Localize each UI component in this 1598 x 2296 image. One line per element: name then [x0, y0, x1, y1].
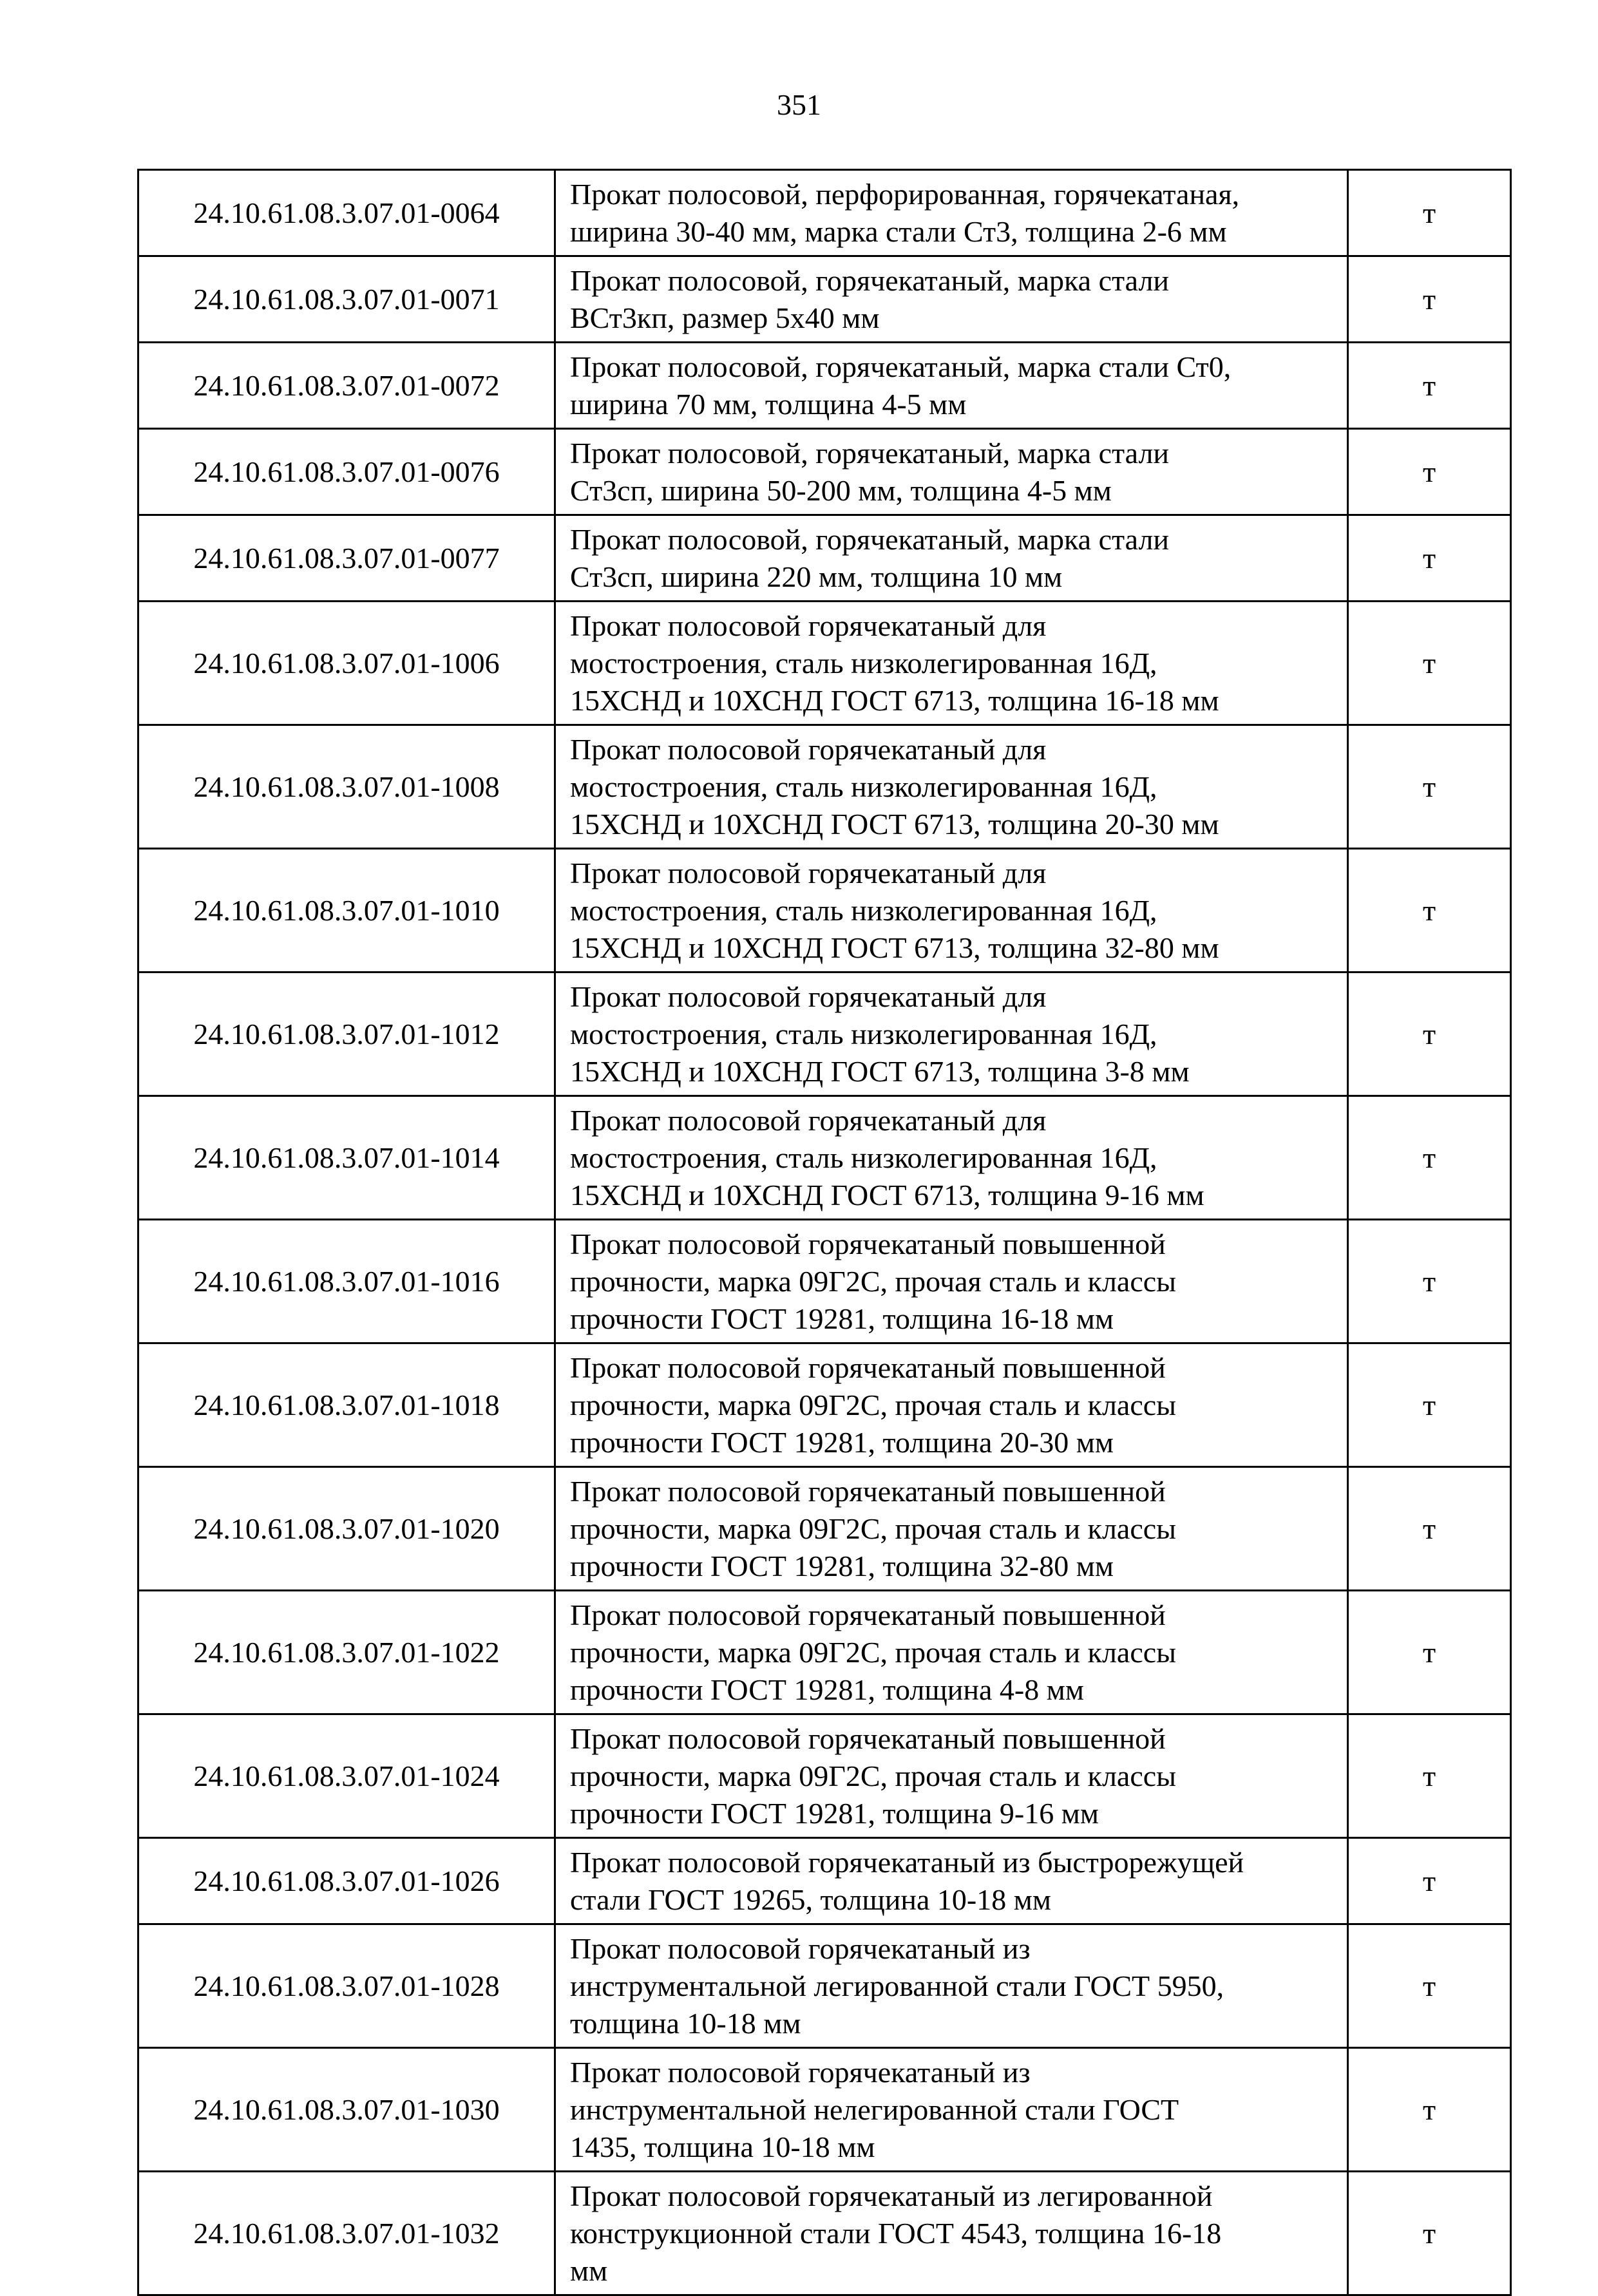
description-line: ширина 30-40 мм, марка стали Ст3, толщина 2-6 мм — [570, 214, 1227, 248]
item-description-cell — [555, 725, 1348, 849]
description-line: Прокат полосовой горячекатаный из легированной — [570, 2179, 1213, 2212]
description-line: Прокат полосовой, горячекатаный, марка стали — [570, 522, 1170, 556]
item-code-cell: 24.10.61.08.3.07.01-0076 — [138, 429, 555, 515]
item-code-cell: 24.10.61.08.3.07.01-1012 — [138, 972, 555, 1096]
item-description-cell — [555, 1924, 1348, 2048]
unit-cell: т — [1348, 1838, 1511, 1924]
item-code-cell: 24.10.61.08.3.07.01-1026 — [138, 1838, 555, 1924]
unit-cell: т — [1348, 1591, 1511, 1714]
unit-cell: т — [1348, 429, 1511, 515]
unit-cell: т — [1348, 725, 1511, 849]
description-line: инструментальной легированной стали ГОСТ 5950, — [570, 1969, 1224, 2002]
unit-cell: т — [1348, 1343, 1511, 1467]
description-line: прочности ГОСТ 19281, толщина 20-30 мм — [570, 1425, 1114, 1459]
table-row — [138, 170, 1511, 256]
unit-cell: т — [1348, 256, 1511, 343]
item-code-cell: 24.10.61.08.3.07.01-1020 — [138, 1467, 555, 1591]
item-code-cell: 24.10.61.08.3.07.01-1008 — [138, 725, 555, 849]
unit-cell: т — [1348, 849, 1511, 972]
unit-cell: т — [1348, 515, 1511, 602]
table-row — [138, 849, 1511, 972]
table-row — [138, 1096, 1511, 1220]
item-code-cell: 24.10.61.08.3.07.01-0064 — [138, 170, 555, 256]
description-line: Прокат полосовой горячекатаный для — [570, 732, 1047, 766]
item-code-cell: 24.10.61.08.3.07.01-1024 — [138, 1714, 555, 1838]
item-code-cell: 24.10.61.08.3.07.01-1030 — [138, 2048, 555, 2172]
table-row — [138, 1467, 1511, 1591]
description-line: Прокат полосовой горячекатаный из — [570, 2055, 1031, 2089]
description-line: прочности ГОСТ 19281, толщина 9-16 мм — [570, 1796, 1099, 1830]
catalog-table — [137, 169, 1512, 2296]
unit-cell: т — [1348, 602, 1511, 725]
unit-cell: т — [1348, 2172, 1511, 2295]
description-line: Прокат полосовой горячекатаный повышенной — [570, 1722, 1166, 1755]
unit-cell: т — [1348, 972, 1511, 1096]
item-code-cell: 24.10.61.08.3.07.01-1022 — [138, 1591, 555, 1714]
unit-cell: т — [1348, 1467, 1511, 1591]
unit-cell: т — [1348, 1714, 1511, 1838]
description-line: мостостроения, сталь низколегированная 16Д, — [570, 1017, 1157, 1050]
description-line: Прокат полосовой горячекатаный для — [570, 980, 1047, 1013]
unit-cell: т — [1348, 1220, 1511, 1343]
table-row — [138, 1220, 1511, 1343]
table-row — [138, 1714, 1511, 1838]
description-line: Прокат полосовой горячекатаный из быстрорежущей — [570, 1845, 1244, 1879]
description-line: прочности ГОСТ 19281, толщина 4-8 мм — [570, 1673, 1084, 1706]
item-description-cell — [555, 1096, 1348, 1220]
item-description-cell — [555, 170, 1348, 256]
item-code-cell: 24.10.61.08.3.07.01-1014 — [138, 1096, 555, 1220]
description-line: стали ГОСТ 19265, толщина 10-18 мм — [570, 1883, 1051, 1916]
item-description-cell — [555, 602, 1348, 725]
description-line: 15ХСНД и 10ХСНД ГОСТ 6713, толщина 3-8 мм — [570, 1054, 1190, 1088]
description-line: прочности, марка 09Г2С, прочая сталь и классы — [570, 1512, 1177, 1545]
description-line: Прокат полосовой горячекатаный для — [570, 1103, 1047, 1137]
table-row — [138, 256, 1511, 343]
item-description-cell — [555, 256, 1348, 343]
item-description-cell — [555, 849, 1348, 972]
unit-cell: т — [1348, 1924, 1511, 2048]
table-row — [138, 429, 1511, 515]
description-line: Прокат полосовой, горячекатаный, марка стали — [570, 263, 1170, 297]
table-row — [138, 1343, 1511, 1467]
description-line: Прокат полосовой горячекатаный повышенной — [570, 1598, 1166, 1631]
table-row — [138, 2172, 1511, 2295]
item-description-cell — [555, 972, 1348, 1096]
description-line: прочности, марка 09Г2С, прочая сталь и классы — [570, 1388, 1177, 1421]
description-line: мостостроения, сталь низколегированная 16Д, — [570, 893, 1157, 927]
item-description-cell — [555, 1220, 1348, 1343]
description-line: мм — [570, 2253, 608, 2287]
description-line: конструкционной стали ГОСТ 4543, толщина 16-18 — [570, 2216, 1222, 2250]
table-row — [138, 2048, 1511, 2172]
table-row — [138, 515, 1511, 602]
description-line: 15ХСНД и 10ХСНД ГОСТ 6713, толщина 16-18 мм — [570, 683, 1219, 717]
item-description-cell — [555, 1838, 1348, 1924]
item-code-cell: 24.10.61.08.3.07.01-1006 — [138, 602, 555, 725]
description-line: прочности, марка 09Г2С, прочая сталь и классы — [570, 1264, 1177, 1298]
description-line: прочности, марка 09Г2С, прочая сталь и классы — [570, 1759, 1177, 1792]
unit-cell: т — [1348, 2048, 1511, 2172]
item-description-cell — [555, 343, 1348, 429]
description-line: Прокат полосовой горячекатаный повышенной — [570, 1351, 1166, 1384]
item-description-cell — [555, 1591, 1348, 1714]
item-code-cell: 24.10.61.08.3.07.01-1016 — [138, 1220, 555, 1343]
table-row — [138, 343, 1511, 429]
table-row — [138, 1838, 1511, 1924]
description-line: ВСт3кп, размер 5х40 мм — [570, 301, 880, 334]
description-line: Прокат полосовой, горячекатаный, марка стали Ст0, — [570, 350, 1232, 383]
item-code-cell: 24.10.61.08.3.07.01-1018 — [138, 1343, 555, 1467]
item-code-cell: 24.10.61.08.3.07.01-1028 — [138, 1924, 555, 2048]
table-row — [138, 972, 1511, 1096]
description-line: прочности, марка 09Г2С, прочая сталь и классы — [570, 1635, 1177, 1669]
catalog-table-body — [138, 170, 1511, 2295]
item-description-cell — [555, 2172, 1348, 2295]
item-description-cell — [555, 2048, 1348, 2172]
description-line: Прокат полосовой горячекатаный для — [570, 609, 1047, 642]
table-row — [138, 725, 1511, 849]
description-line: Прокат полосовой горячекатаный повышенной — [570, 1474, 1166, 1508]
description-line: прочности ГОСТ 19281, толщина 16-18 мм — [570, 1302, 1114, 1335]
description-line: толщина 10-18 мм — [570, 2006, 801, 2040]
table-row — [138, 1591, 1511, 1714]
description-line: Ст3сп, ширина 220 мм, толщина 10 мм — [570, 560, 1063, 593]
item-code-cell: 24.10.61.08.3.07.01-0071 — [138, 256, 555, 343]
table-row — [138, 602, 1511, 725]
description-line: Прокат полосовой, перфорированная, горячекатаная, — [570, 177, 1240, 211]
item-description-cell — [555, 429, 1348, 515]
page-number: 351 — [777, 88, 821, 121]
description-line: мостостроения, сталь низколегированная 16Д, — [570, 770, 1157, 803]
description-line: 15ХСНД и 10ХСНД ГОСТ 6713, толщина 20-30 мм — [570, 807, 1219, 840]
description-line: мостостроения, сталь низколегированная 16Д, — [570, 646, 1157, 679]
unit-cell: т — [1348, 1096, 1511, 1220]
table-row — [138, 1924, 1511, 2048]
description-line: Прокат полосовой горячекатаный повышенной — [570, 1227, 1166, 1260]
item-description-cell — [555, 515, 1348, 602]
unit-cell: т — [1348, 170, 1511, 256]
description-line: 15ХСНД и 10ХСНД ГОСТ 6713, толщина 32-80 мм — [570, 931, 1219, 964]
description-line: мостостроения, сталь низколегированная 16Д, — [570, 1141, 1157, 1174]
item-description-cell — [555, 1714, 1348, 1838]
description-line: Прокат полосовой, горячекатаный, марка стали — [570, 436, 1170, 470]
description-line: прочности ГОСТ 19281, толщина 32-80 мм — [570, 1549, 1114, 1582]
item-code-cell: 24.10.61.08.3.07.01-1032 — [138, 2172, 555, 2295]
description-line: инструментальной нелегированной стали ГОСТ — [570, 2092, 1179, 2126]
item-description-cell — [555, 1467, 1348, 1591]
description-line: ширина 70 мм, толщина 4-5 мм — [570, 387, 967, 421]
description-line: Ст3сп, ширина 50-200 мм, толщина 4-5 мм — [570, 473, 1112, 507]
item-description-cell — [555, 1343, 1348, 1467]
unit-cell: т — [1348, 343, 1511, 429]
item-code-cell: 24.10.61.08.3.07.01-0077 — [138, 515, 555, 602]
description-line: Прокат полосовой горячекатаный из — [570, 1931, 1031, 1965]
item-code-cell: 24.10.61.08.3.07.01-0072 — [138, 343, 555, 429]
description-line: Прокат полосовой горячекатаный для — [570, 856, 1047, 889]
item-code-cell: 24.10.61.08.3.07.01-1010 — [138, 849, 555, 972]
description-line: 15ХСНД и 10ХСНД ГОСТ 6713, толщина 9-16 мм — [570, 1178, 1204, 1211]
description-line: 1435, толщина 10-18 мм — [570, 2130, 875, 2163]
